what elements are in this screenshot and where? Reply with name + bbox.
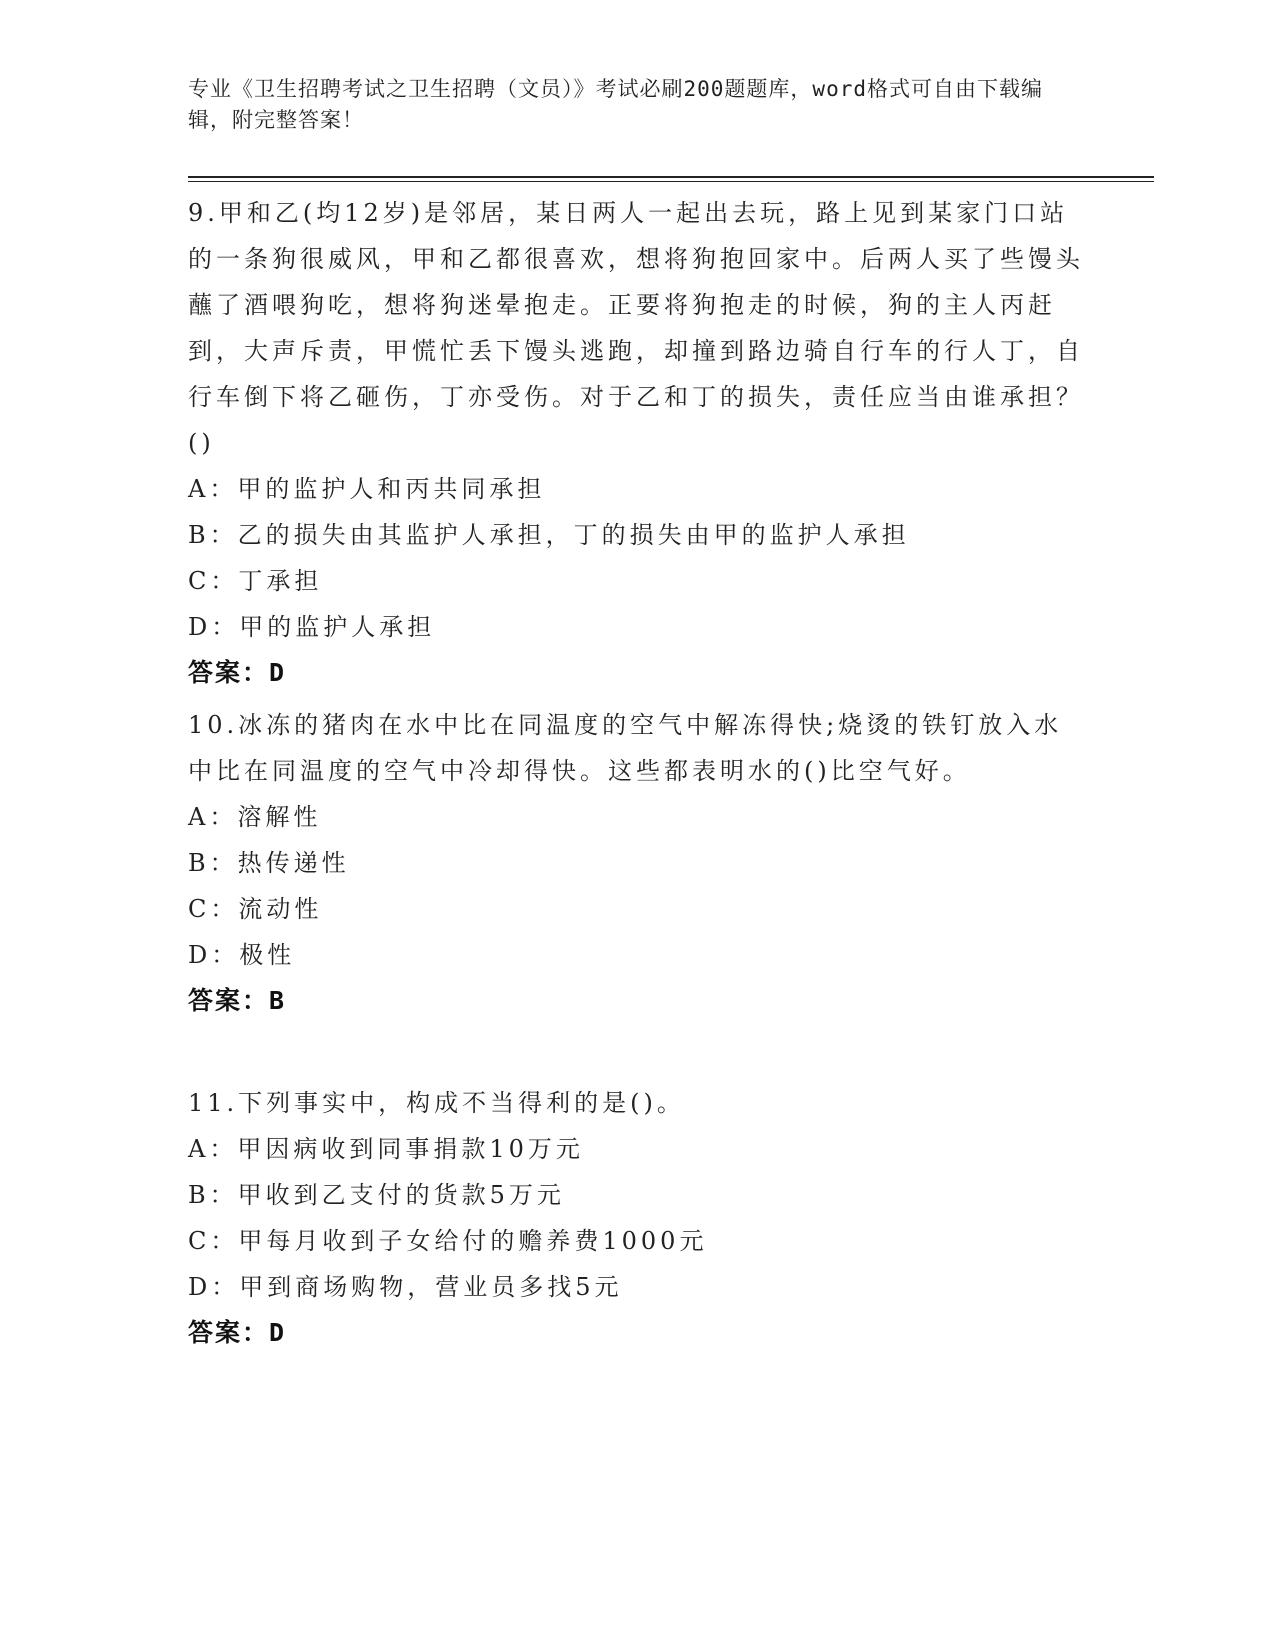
question-10 bbox=[188, 702, 1088, 1024]
answer-label: 答案：D bbox=[188, 658, 287, 687]
question-text: 11.下列事实中，构成不当得利的是()。 bbox=[188, 1089, 685, 1117]
option-d: D：甲到商场购物，营业员多找5元 bbox=[188, 1273, 623, 1301]
question-9 bbox=[188, 190, 1088, 696]
option-d: D：甲的监护人承担 bbox=[188, 613, 436, 641]
option-d: D：极性 bbox=[188, 941, 296, 969]
option-a: A：溶解性 bbox=[188, 803, 322, 831]
option-c: C：流动性 bbox=[188, 895, 323, 923]
option-a: A：甲因病收到同事捐款10万元 bbox=[188, 1135, 584, 1163]
document-header: 专业《卫生招聘考试之卫生招聘（文员）》考试必刷200题题库，word格式可自由下载编辑，附完整答案！ bbox=[188, 77, 1043, 132]
header-rule-thick bbox=[188, 176, 1154, 178]
question-text: 9.甲和乙(均12岁)是邻居，某日两人一起出去玩，路上见到某家门口站的一条狗很威风，甲和乙都很喜欢，想将狗抱回家中。后两人买了些馒头蘸了酒喂狗吃，想将狗迷晕抱走。正要将狗抱走的时候，狗的主人丙赶到，大声斥责，甲慌忙丢下馒头逃跑，却撞到路边骑自行车的行人丁，自行车倒下将乙砸伤，丁亦受伤。对于乙和丁的损失，责任应当由谁承担？() bbox=[188, 199, 1084, 457]
option-b: B：乙的损失由其监护人承担，丁的损失由甲的监护人承担 bbox=[188, 521, 910, 549]
option-c: C：甲每月收到子女给付的赡养费1000元 bbox=[188, 1227, 708, 1255]
answer-label: 答案：D bbox=[188, 1318, 287, 1347]
option-b: B：热传递性 bbox=[188, 849, 350, 877]
answer-label: 答案：B bbox=[188, 986, 287, 1015]
option-a: A：甲的监护人和丙共同承担 bbox=[188, 475, 546, 503]
question-text: 10.冰冻的猪肉在水中比在同温度的空气中解冻得快;烧烫的铁钉放入水中比在同温度的空气中冷却得快。这些都表明水的()比空气好。 bbox=[188, 711, 1063, 785]
header-rule-thin bbox=[188, 181, 1154, 182]
option-b: B：甲收到乙支付的货款5万元 bbox=[188, 1181, 565, 1209]
question-11 bbox=[188, 1080, 1088, 1356]
option-c: C：丁承担 bbox=[188, 567, 323, 595]
